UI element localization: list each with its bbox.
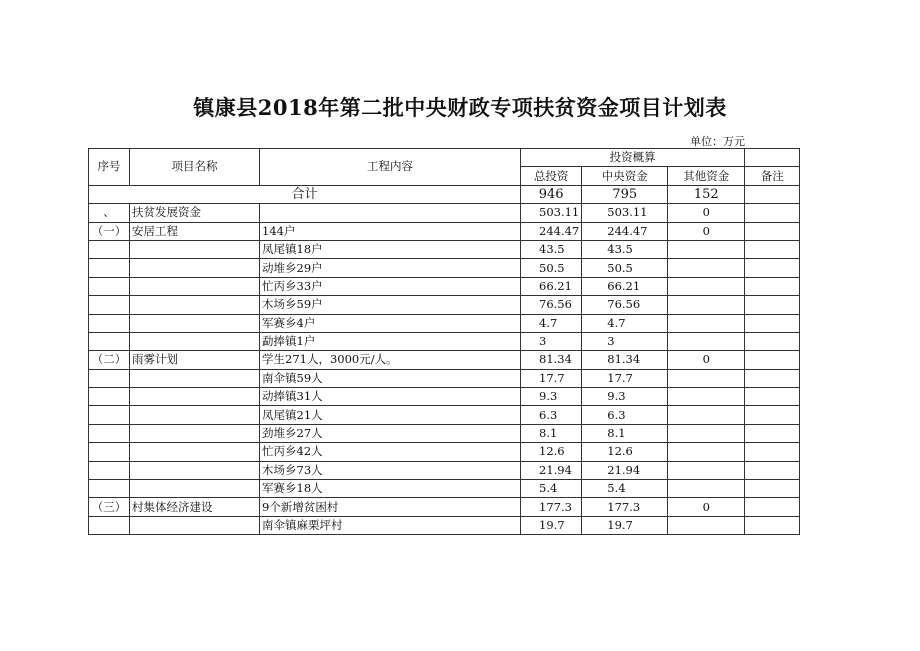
row-seq xyxy=(89,332,130,350)
row-work-content: 勐捧镇1户 xyxy=(260,332,521,350)
row-central-funds: 12.6 xyxy=(582,443,668,461)
row-total-investment: 5.4 xyxy=(521,480,582,498)
row-central-funds: 9.3 xyxy=(582,388,668,406)
row-work-content: 凤尾镇18户 xyxy=(260,240,521,258)
row-project-name xyxy=(130,424,260,442)
row-central-funds: 17.7 xyxy=(582,369,668,387)
row-work-content: 军赛乡18人 xyxy=(260,480,521,498)
row-total-investment: 43.5 xyxy=(521,240,582,258)
row-central-funds: 66.21 xyxy=(582,277,668,295)
row-other-funds xyxy=(668,296,745,314)
row-work-content: 南伞镇麻栗坪村 xyxy=(260,516,521,534)
row-work-content: 凤尾镇21人 xyxy=(260,406,521,424)
row-note xyxy=(745,516,800,534)
table-row xyxy=(89,240,800,258)
row-work-content: 军赛乡4户 xyxy=(260,314,521,332)
row-note xyxy=(745,369,800,387)
row-seq: （二） xyxy=(89,351,130,369)
row-note xyxy=(745,406,800,424)
header-note: 备注 xyxy=(745,167,800,185)
row-total-investment: 244.47 xyxy=(521,222,582,240)
table-row xyxy=(89,332,800,350)
row-work-content: 9个新增贫困村 xyxy=(260,498,521,516)
row-work-content: 忙丙乡33户 xyxy=(260,277,521,295)
row-central-funds: 177.3 xyxy=(582,498,668,516)
header-seq: 序号 xyxy=(89,149,130,186)
total-label: 合计 xyxy=(89,185,521,203)
table-row xyxy=(89,388,800,406)
row-work-content: 动捧镇31人 xyxy=(260,388,521,406)
row-project-name: 村集体经济建设 xyxy=(130,498,260,516)
table-row xyxy=(89,277,800,295)
row-note xyxy=(745,351,800,369)
table-row xyxy=(89,314,800,332)
row-other-funds xyxy=(668,516,745,534)
row-project-name xyxy=(130,259,260,277)
row-total-investment: 8.1 xyxy=(521,424,582,442)
row-note xyxy=(745,461,800,479)
header-name: 项目名称 xyxy=(130,149,260,186)
row-total-investment: 81.34 xyxy=(521,351,582,369)
row-other-funds: 0 xyxy=(668,222,745,240)
row-other-funds xyxy=(668,369,745,387)
row-seq xyxy=(89,314,130,332)
row-project-name xyxy=(130,240,260,258)
row-other-funds xyxy=(668,480,745,498)
row-project-name xyxy=(130,516,260,534)
row-other-funds: 0 xyxy=(668,351,745,369)
table-row xyxy=(89,351,800,369)
row-note xyxy=(745,443,800,461)
table-row xyxy=(89,461,800,479)
row-work-content: 学生271人，3000元/人。 xyxy=(260,351,521,369)
row-other-funds xyxy=(668,277,745,295)
row-seq: （一） xyxy=(89,222,130,240)
row-total-investment: 9.3 xyxy=(521,388,582,406)
header-row-1 xyxy=(89,149,800,167)
header-total-investment: 总投资 xyxy=(521,167,582,185)
row-seq xyxy=(89,443,130,461)
header-other-funds: 其他资金 xyxy=(668,167,745,185)
table-row xyxy=(89,204,800,222)
table-row xyxy=(89,222,800,240)
row-other-funds xyxy=(668,240,745,258)
row-central-funds: 5.4 xyxy=(582,480,668,498)
row-other-funds xyxy=(668,332,745,350)
row-seq xyxy=(89,240,130,258)
row-seq xyxy=(89,259,130,277)
header-central-funds: 中央资金 xyxy=(582,167,668,185)
row-central-funds: 21.94 xyxy=(582,461,668,479)
row-project-name xyxy=(130,461,260,479)
row-seq xyxy=(89,424,130,442)
row-total-investment: 177.3 xyxy=(521,498,582,516)
budget-table xyxy=(88,148,800,535)
row-central-funds: 8.1 xyxy=(582,424,668,442)
row-project-name: 安居工程 xyxy=(130,222,260,240)
total-investment: 946 xyxy=(521,185,582,203)
row-central-funds: 3 xyxy=(582,332,668,350)
row-project-name xyxy=(130,443,260,461)
table-row xyxy=(89,406,800,424)
total-row xyxy=(89,185,800,203)
row-project-name: 扶贫发展资金 xyxy=(130,204,260,222)
row-total-investment: 66.21 xyxy=(521,277,582,295)
header-blank xyxy=(745,149,800,167)
total-central: 795 xyxy=(582,185,668,203)
row-central-funds: 4.7 xyxy=(582,314,668,332)
row-work-content: 144户 xyxy=(260,222,521,240)
row-seq xyxy=(89,296,130,314)
row-other-funds xyxy=(668,388,745,406)
row-central-funds: 6.3 xyxy=(582,406,668,424)
row-total-investment: 12.6 xyxy=(521,443,582,461)
row-note xyxy=(745,480,800,498)
row-project-name: 雨雾计划 xyxy=(130,351,260,369)
row-other-funds xyxy=(668,259,745,277)
row-note xyxy=(745,332,800,350)
row-work-content: 木场乡73人 xyxy=(260,461,521,479)
row-note xyxy=(745,424,800,442)
row-central-funds: 81.34 xyxy=(582,351,668,369)
row-total-investment: 3 xyxy=(521,332,582,350)
row-total-investment: 19.7 xyxy=(521,516,582,534)
row-central-funds: 244.47 xyxy=(582,222,668,240)
row-total-investment: 17.7 xyxy=(521,369,582,387)
row-central-funds: 43.5 xyxy=(582,240,668,258)
row-note xyxy=(745,240,800,258)
row-other-funds xyxy=(668,406,745,424)
row-seq: 、 xyxy=(89,204,130,222)
row-central-funds: 503.11 xyxy=(582,204,668,222)
table-row xyxy=(89,259,800,277)
row-total-investment: 50.5 xyxy=(521,259,582,277)
row-total-investment: 6.3 xyxy=(521,406,582,424)
document-title: 镇康县2018年第二批中央财政专项扶贫资金项目计划表 xyxy=(193,95,727,120)
row-total-investment: 21.94 xyxy=(521,461,582,479)
row-note xyxy=(745,259,800,277)
table-row xyxy=(89,424,800,442)
row-project-name xyxy=(130,277,260,295)
row-seq: （三） xyxy=(89,498,130,516)
row-seq xyxy=(89,516,130,534)
row-total-investment: 4.7 xyxy=(521,314,582,332)
row-other-funds xyxy=(668,424,745,442)
row-note xyxy=(745,222,800,240)
total-other: 152 xyxy=(668,185,745,203)
row-central-funds: 19.7 xyxy=(582,516,668,534)
row-work-content: 劲堆乡27人 xyxy=(260,424,521,442)
row-project-name xyxy=(130,406,260,424)
row-note xyxy=(745,204,800,222)
row-work-content: 木场乡59户 xyxy=(260,296,521,314)
row-project-name xyxy=(130,332,260,350)
row-central-funds: 50.5 xyxy=(582,259,668,277)
row-work-content: 南伞镇59人 xyxy=(260,369,521,387)
table-row xyxy=(89,480,800,498)
row-seq xyxy=(89,406,130,424)
row-other-funds xyxy=(668,461,745,479)
row-other-funds: 0 xyxy=(668,498,745,516)
row-note xyxy=(745,296,800,314)
row-seq xyxy=(89,480,130,498)
row-seq xyxy=(89,461,130,479)
table-row xyxy=(89,296,800,314)
row-work-content: 忙丙乡42人 xyxy=(260,443,521,461)
row-note xyxy=(745,277,800,295)
unit-label: 单位：万元 xyxy=(690,135,745,148)
header-budget: 投资概算 xyxy=(521,149,745,167)
row-other-funds xyxy=(668,443,745,461)
row-work-content: 动堆乡29户 xyxy=(260,259,521,277)
row-work-content xyxy=(260,204,521,222)
row-seq xyxy=(89,277,130,295)
table-row xyxy=(89,369,800,387)
row-total-investment: 76.56 xyxy=(521,296,582,314)
row-project-name xyxy=(130,480,260,498)
row-note xyxy=(745,388,800,406)
row-other-funds xyxy=(668,314,745,332)
row-project-name xyxy=(130,314,260,332)
row-other-funds: 0 xyxy=(668,204,745,222)
header-content: 工程内容 xyxy=(260,149,521,186)
row-seq xyxy=(89,369,130,387)
row-note xyxy=(745,314,800,332)
row-seq xyxy=(89,388,130,406)
total-note xyxy=(745,185,800,203)
table-row xyxy=(89,516,800,534)
row-project-name xyxy=(130,369,260,387)
row-total-investment: 503.11 xyxy=(521,204,582,222)
row-note xyxy=(745,498,800,516)
row-project-name xyxy=(130,388,260,406)
table-row xyxy=(89,443,800,461)
table-row xyxy=(89,498,800,516)
row-project-name xyxy=(130,296,260,314)
row-central-funds: 76.56 xyxy=(582,296,668,314)
